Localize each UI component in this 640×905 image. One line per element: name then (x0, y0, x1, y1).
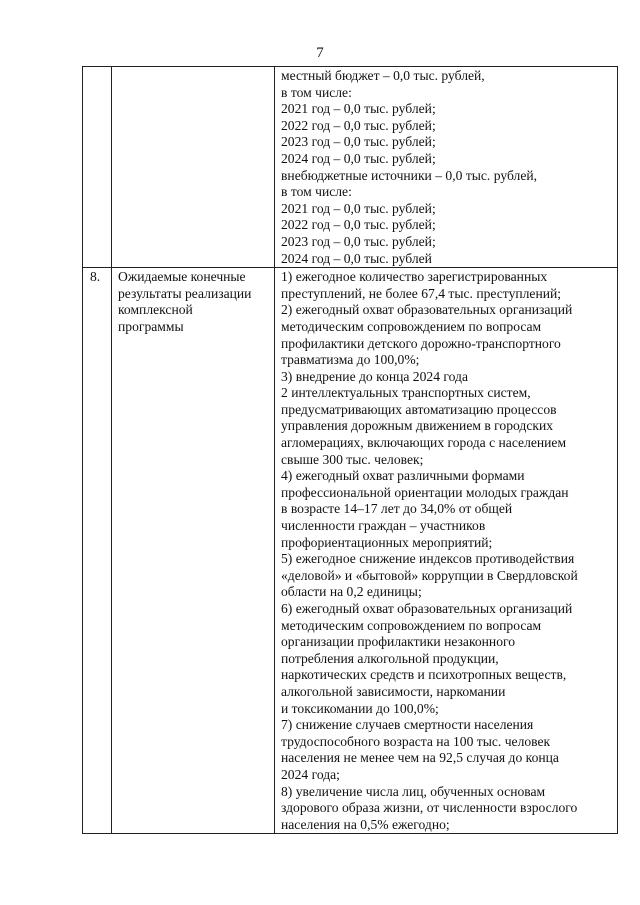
row-number: 8. (90, 269, 101, 285)
result-line: 3) внедрение до конца 2024 года (281, 368, 468, 384)
result-line: «деловой» и «бытовой» коррупции в Свердловской (281, 567, 578, 583)
row-value-cell (275, 268, 618, 834)
result-line: в возрасте 14–17 лет до 34,0% от общей (281, 501, 513, 517)
result-line: методическим сопровождением по вопросам (281, 617, 542, 633)
result-line: 2) ежегодный охват образовательных организаций (281, 302, 573, 318)
row-name-line: программы (118, 318, 184, 334)
result-line: здорового образа жизни, от численности взрослого (281, 800, 578, 816)
row-number-cell (83, 268, 112, 834)
value-line: 2022 год – 0,0 тыс. рублей; (281, 117, 436, 133)
result-line: населения не менее чем на 92,5 случая до конца (281, 750, 559, 766)
result-line: организации профилактики незаконного (281, 634, 516, 650)
result-line: предусматривающих автоматизацию процессов (281, 401, 557, 417)
row-name-line: результаты реализации (118, 285, 252, 301)
value-line: 2021 год – 0,0 тыс. рублей; (281, 101, 436, 117)
row-name-line: комплексной (118, 302, 193, 318)
result-line: профессиональной ориентации молодых граждан (281, 484, 569, 500)
value-line: 2023 год – 0,0 тыс. рублей; (281, 233, 436, 249)
result-line: методическим сопровождением по вопросам (281, 318, 542, 334)
row-name-line: Ожидаемые конечные (118, 269, 246, 285)
value-line: в том числе: (281, 184, 352, 200)
table-row-funding (83, 67, 618, 268)
result-line: агломерациях, включающих города с населением (281, 435, 567, 451)
result-line: 2 интеллектуальных транспортных систем, (281, 385, 531, 401)
result-line: и токсикомании до 100,0%; (281, 700, 439, 716)
table-row-expected-results (83, 268, 618, 834)
result-line: трудоспособного возраста на 100 тыс. человек (281, 733, 551, 749)
result-line: населения на 0,5% ежегодно; (281, 816, 450, 832)
page-number: 7 (316, 45, 324, 61)
row-name-cell (112, 268, 275, 834)
value-line: 2024 год – 0,0 тыс. рублей; (281, 150, 436, 166)
result-line: свыше 300 тыс. человек; (281, 451, 424, 467)
value-line: 2023 год – 0,0 тыс. рублей; (281, 134, 436, 150)
result-line: преступлений, не более 67,4 тыс. преступлений; (281, 285, 562, 301)
result-line: 1) ежегодное количество зарегистрированных (281, 269, 548, 285)
program-passport-table (82, 66, 618, 834)
value-line: внебюджетные источники – 0,0 тыс. рублей, (281, 167, 538, 183)
value-line: 2024 год – 0,0 тыс. рублей (281, 250, 432, 266)
result-line: численности граждан – участников (281, 518, 486, 534)
value-line: 2021 год – 0,0 тыс. рублей; (281, 200, 436, 216)
result-line: травматизма до 100,0%; (281, 352, 420, 368)
result-line: 5) ежегодное снижение индексов противодействия (281, 551, 575, 567)
result-line: потребления алкогольной продукции, (281, 650, 499, 666)
result-line: 8) увеличение числа лиц, обученных основам (281, 783, 546, 799)
row-name-cell (112, 67, 275, 268)
result-line: наркотических средств и психотропных веществ, (281, 667, 567, 683)
result-line: профилактики детского дорожно-транспортного (281, 335, 561, 351)
row-value-cell (275, 67, 618, 268)
result-line: управления дорожным движением в городских (281, 418, 554, 434)
result-line: 4) ежегодный охват различными формами (281, 468, 525, 484)
result-line: профориентационных мероприятий; (281, 534, 493, 550)
result-line: области на 0,2 единицы; (281, 584, 422, 600)
row-number-cell (83, 67, 112, 268)
value-line: 2022 год – 0,0 тыс. рублей; (281, 217, 436, 233)
row-number (83, 67, 111, 68)
value-line: местный бюджет – 0,0 тыс. рублей, (281, 68, 485, 83)
result-line: алкогольной зависимости, наркомании (281, 683, 506, 699)
value-line: в том числе: (281, 84, 352, 100)
result-line: 7) снижение случаев смертности населения (281, 717, 534, 733)
result-line: 2024 года; (281, 766, 340, 782)
result-line: 6) ежегодный охват образовательных организаций (281, 601, 573, 616)
